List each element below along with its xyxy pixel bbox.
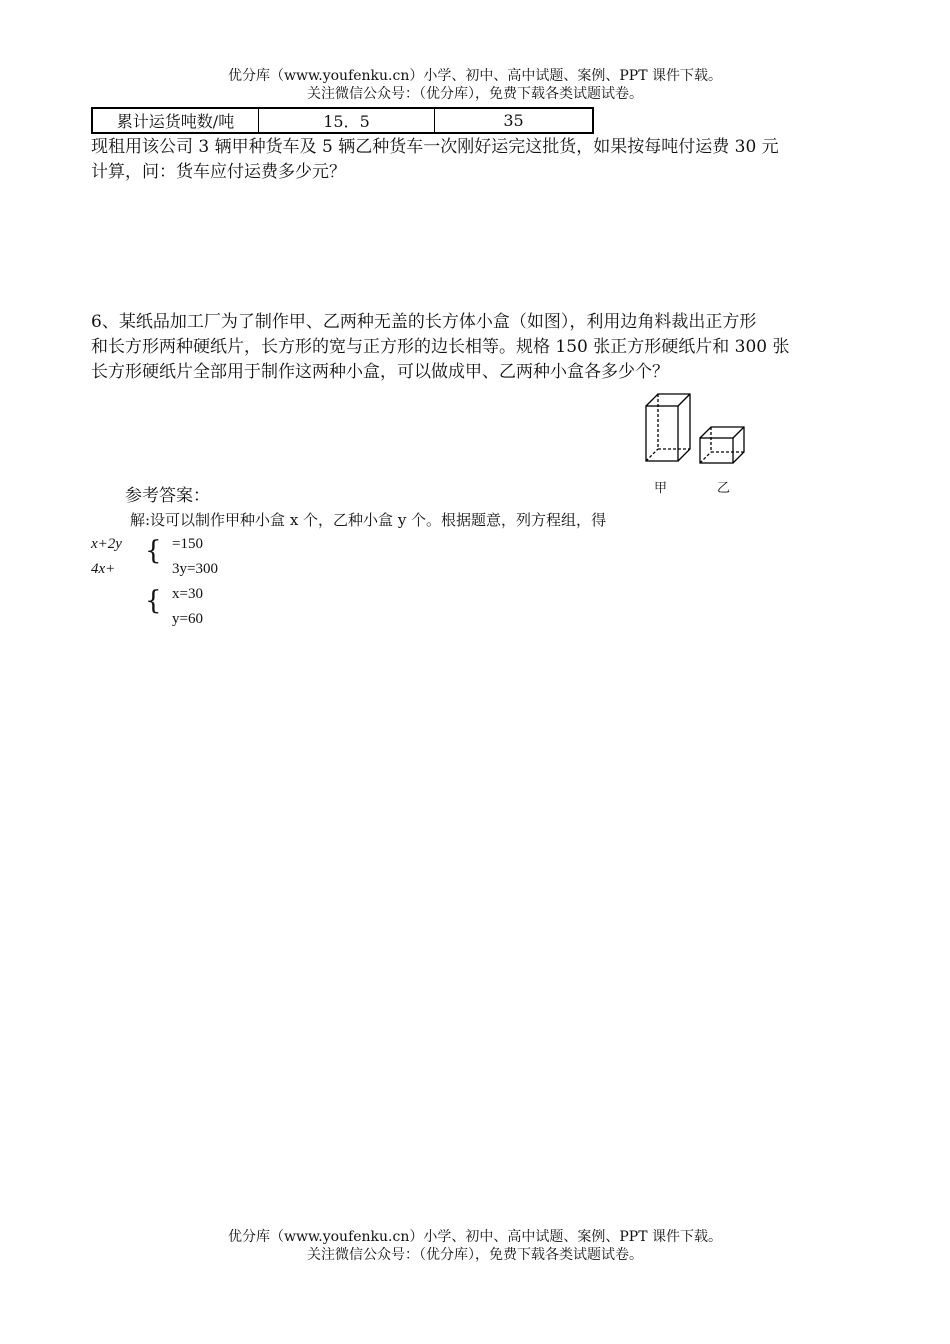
table-cell-label: 累计运货吨数/吨 (92, 108, 259, 133)
q6-line3: 长方形硬纸片全部用于制作这两种小盒，可以做成甲、乙两种小盒各多少个？ (91, 362, 669, 382)
page-footer-line1: 优分库（www.youfenku.cn）小学、初中、高中试题、案例、PPT 课件下载。 (227, 1229, 722, 1245)
solution-y: y=60 (172, 611, 203, 627)
sys1-right1: =150 (172, 536, 203, 552)
solution-x: x=30 (172, 586, 203, 602)
figure-label-a: 甲 (654, 481, 668, 496)
answer-title: 参考答案： (125, 486, 210, 506)
table-cell-value1: 15．5 (259, 108, 435, 133)
answer-intro: 解:设可以制作甲种小盒 x 个，乙种小盒 y 个。根据题意，列方程组，得 (130, 511, 607, 529)
page-footer-line2: 关注微信公众号：（优分库），免费下载各类试题试卷。 (307, 1247, 643, 1263)
sys1-right2: 3y=300 (172, 561, 218, 577)
page-header-line2: 关注微信公众号：（优分库），免费下载各类试题试卷。 (307, 86, 643, 102)
q6-line2: 和长方形两种硬纸片，长方形的宽与正方形的边长相等。规格 150 张正方形硬纸片和 300 张 (91, 337, 790, 357)
sys1-left2: 4x+ (91, 561, 116, 577)
figure-label-b: 乙 (717, 481, 731, 496)
q6-line1: 6、某纸品加工厂为了制作甲、乙两种无盖的长方体小盒（如图），利用边角料裁出正方形 (91, 312, 757, 332)
table-row (92, 108, 593, 133)
left-brace-icon: { (145, 536, 162, 566)
sys1-left1: x+2y (91, 536, 122, 552)
q5-line2: 计算，问：货车应付运费多少元？ (91, 162, 346, 182)
box-b-drawing (700, 427, 744, 463)
table-cell-value2: 35 (435, 108, 594, 133)
q5-line1: 现租用该公司 3 辆甲种货车及 5 辆乙种货车一次刚好运完这批货，如果按每吨付运费 30 元 (91, 137, 779, 157)
freight-table (91, 107, 594, 134)
page-header-line1: 优分库（www.youfenku.cn）小学、初中、高中试题、案例、PPT 课件下载。 (227, 68, 722, 84)
box-a-drawing (646, 394, 690, 461)
left-brace-icon: { (145, 586, 162, 616)
boxes-figure (640, 388, 750, 468)
